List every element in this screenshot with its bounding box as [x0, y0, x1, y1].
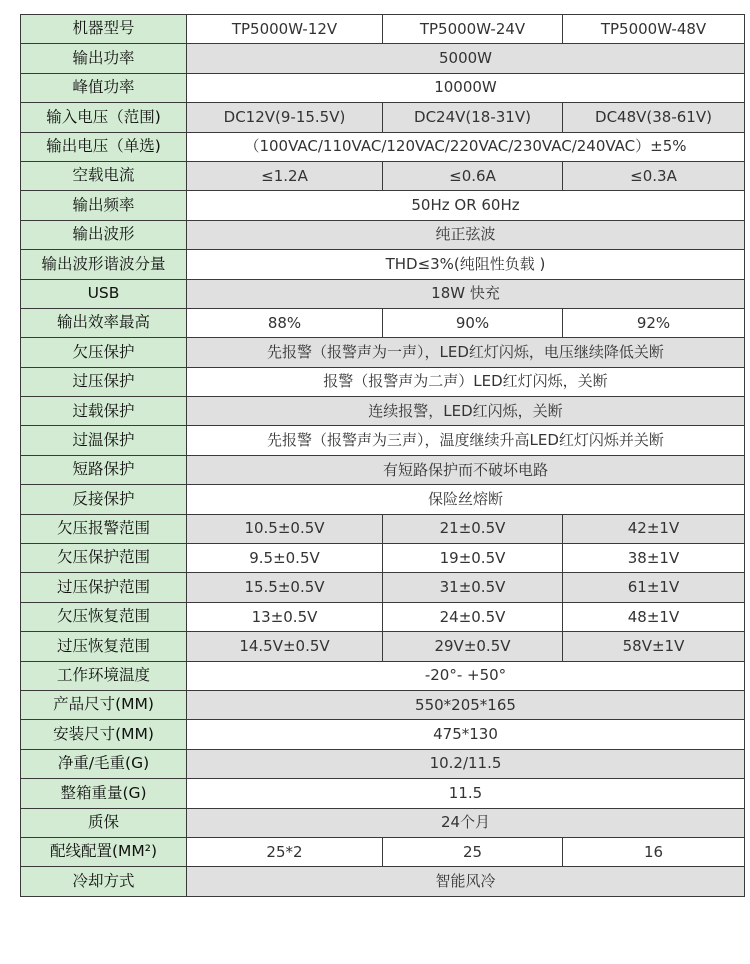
spec-value: 42±1V [563, 514, 745, 543]
spec-row [21, 867, 745, 896]
spec-row [21, 808, 745, 837]
spec-table-body [21, 15, 745, 897]
spec-value: 报警（报警声为二声）LED红灯闪烁，关断 [187, 367, 745, 396]
spec-row [21, 103, 745, 132]
spec-row [21, 191, 745, 220]
spec-label: 整箱重量(G) [21, 779, 187, 808]
spec-row [21, 514, 745, 543]
spec-row [21, 544, 745, 573]
spec-row [21, 161, 745, 190]
spec-label: 反接保护 [21, 485, 187, 514]
spec-value: （100VAC/110VAC/120VAC/220VAC/230VAC/240VAC）±5% [187, 132, 745, 161]
spec-value: 21±0.5V [383, 514, 563, 543]
spec-label: 欠压恢复范围 [21, 602, 187, 631]
spec-value: 92% [563, 308, 745, 337]
spec-value: DC24V(18-31V) [383, 103, 563, 132]
spec-value: 19±0.5V [383, 544, 563, 573]
spec-value: DC48V(38-61V) [563, 103, 745, 132]
spec-label: 工作环境温度 [21, 661, 187, 690]
spec-value: 88% [187, 308, 383, 337]
spec-row [21, 455, 745, 484]
spec-value: 5000W [187, 44, 745, 73]
spec-row [21, 15, 745, 44]
spec-label: 产品尺寸(MM) [21, 690, 187, 719]
spec-label: 安装尺寸(MM) [21, 720, 187, 749]
spec-row [21, 338, 745, 367]
spec-label: 输出电压（单选) [21, 132, 187, 161]
spec-value: 90% [383, 308, 563, 337]
spec-value: 29V±0.5V [383, 632, 563, 661]
spec-label: 输入电压（范围) [21, 103, 187, 132]
spec-row [21, 73, 745, 102]
spec-label: 空载电流 [21, 161, 187, 190]
spec-value: 24个月 [187, 808, 745, 837]
spec-value: 475*130 [187, 720, 745, 749]
spec-row [21, 367, 745, 396]
spec-row [21, 279, 745, 308]
spec-value: 24±0.5V [383, 602, 563, 631]
spec-value: 25 [383, 837, 563, 866]
spec-value: TP5000W-24V [383, 15, 563, 44]
spec-row [21, 632, 745, 661]
spec-label: 输出效率最高 [21, 308, 187, 337]
spec-value: 保险丝熔断 [187, 485, 745, 514]
spec-value: DC12V(9-15.5V) [187, 103, 383, 132]
spec-value: 10000W [187, 73, 745, 102]
spec-value: 15.5±0.5V [187, 573, 383, 602]
spec-value: -20°- +50° [187, 661, 745, 690]
spec-label: 短路保护 [21, 455, 187, 484]
spec-value: 50Hz OR 60Hz [187, 191, 745, 220]
spec-value: ≤1.2A [187, 161, 383, 190]
spec-row [21, 690, 745, 719]
spec-table [20, 14, 745, 897]
spec-label: 欠压报警范围 [21, 514, 187, 543]
spec-row [21, 426, 745, 455]
spec-value: 550*205*165 [187, 690, 745, 719]
spec-label: 过压恢复范围 [21, 632, 187, 661]
spec-value: 智能风冷 [187, 867, 745, 896]
spec-label: 欠压保护范围 [21, 544, 187, 573]
spec-value: 25*2 [187, 837, 383, 866]
spec-row [21, 749, 745, 778]
spec-row [21, 573, 745, 602]
spec-label: 净重/毛重(G) [21, 749, 187, 778]
spec-row [21, 308, 745, 337]
spec-value: 58V±1V [563, 632, 745, 661]
spec-value: TP5000W-48V [563, 15, 745, 44]
spec-value: 16 [563, 837, 745, 866]
spec-label: 输出波形谐波分量 [21, 250, 187, 279]
spec-row [21, 837, 745, 866]
spec-label: 输出波形 [21, 220, 187, 249]
spec-value: 61±1V [563, 573, 745, 602]
spec-label: 质保 [21, 808, 187, 837]
spec-label: 输出频率 [21, 191, 187, 220]
spec-row [21, 397, 745, 426]
spec-value: 先报警（报警声为一声），LED红灯闪烁，电压继续降低关断 [187, 338, 745, 367]
spec-value: 38±1V [563, 544, 745, 573]
spec-label: 输出功率 [21, 44, 187, 73]
spec-row [21, 250, 745, 279]
spec-value: 10.2/11.5 [187, 749, 745, 778]
spec-value: 连续报警，LED红闪烁，关断 [187, 397, 745, 426]
spec-value: 9.5±0.5V [187, 544, 383, 573]
spec-label: 冷却方式 [21, 867, 187, 896]
spec-label: 峰值功率 [21, 73, 187, 102]
spec-value: 11.5 [187, 779, 745, 808]
spec-row [21, 220, 745, 249]
spec-label: USB [21, 279, 187, 308]
spec-row [21, 485, 745, 514]
spec-label: 过温保护 [21, 426, 187, 455]
spec-label: 欠压保护 [21, 338, 187, 367]
spec-value: 13±0.5V [187, 602, 383, 631]
spec-label: 过压保护范围 [21, 573, 187, 602]
spec-value: ≤0.3A [563, 161, 745, 190]
spec-row [21, 132, 745, 161]
spec-value: TP5000W-12V [187, 15, 383, 44]
spec-row [21, 779, 745, 808]
spec-value: 14.5V±0.5V [187, 632, 383, 661]
spec-row [21, 661, 745, 690]
spec-value: 48±1V [563, 602, 745, 631]
spec-value: 有短路保护而不破坏电路 [187, 455, 745, 484]
spec-value: THD≤3%(纯阻性负载 ) [187, 250, 745, 279]
spec-value: 纯正弦波 [187, 220, 745, 249]
spec-row [21, 720, 745, 749]
spec-label: 过压保护 [21, 367, 187, 396]
spec-label: 配线配置(MM²) [21, 837, 187, 866]
spec-label: 过载保护 [21, 397, 187, 426]
spec-value: 10.5±0.5V [187, 514, 383, 543]
spec-row [21, 44, 745, 73]
spec-row [21, 602, 745, 631]
spec-label: 机器型号 [21, 15, 187, 44]
spec-value: 31±0.5V [383, 573, 563, 602]
spec-value: 先报警（报警声为三声），温度继续升高LED红灯闪烁并关断 [187, 426, 745, 455]
spec-value: 18W 快充 [187, 279, 745, 308]
spec-value: ≤0.6A [383, 161, 563, 190]
